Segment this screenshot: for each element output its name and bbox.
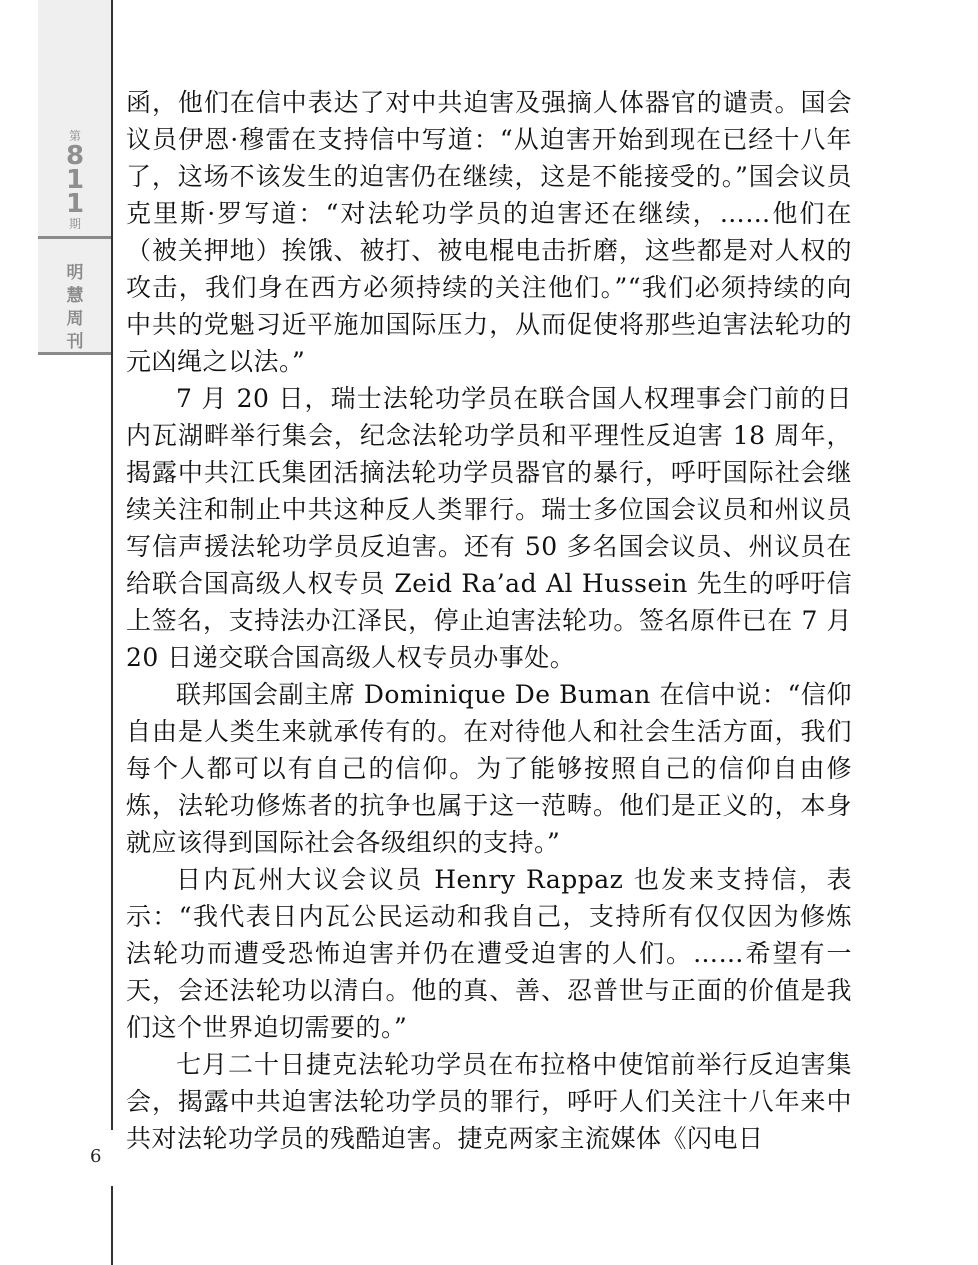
paragraph: 七月二十日捷克法轮功学员在布拉格中使馆前举行反迫害集会，揭露中共迫害法轮功学员的罪行，呼吁人们关注十八年来中共对法轮功学员的残酷迫害。捷克两家主流媒体《闪电日 (126, 1050, 852, 1153)
magazine-name (40, 262, 110, 354)
paragraph: 函，他们在信中表达了对中共迫害及强摘人体器官的谴责。国会议员伊恩·穆雷在支持信中写道：“从迫害开始到现在已经十八年了，这场不该发生的迫害仍在继续，这是不能接受的。”国会议员克里斯·罗写道：“对法轮功学员的迫害还在继续，……他们在（被关押地）挨饿、被打、被电棍电击折磨，这些都是对人权的攻击，我们身在西方必须持续的关注他们。”“我们必须持续的向中共的党魁习近平施加国际压力，从而促使将那些迫害法轮功的元凶绳之以法。” (126, 88, 852, 376)
issue-digit: 1 (65, 189, 85, 219)
issue-number (40, 128, 110, 232)
magazine-char: 周 (66, 309, 84, 329)
margin-rule (111, 0, 113, 1130)
sidebar-divider (38, 236, 112, 239)
paragraph: 联邦国会副主席 Dominique De Buman 在信中说：“信仰自由是人类生来就承传有的。在对待他人和社会生活方面，我们每个人都可以有自己的信仰。为了能够按照自己的信仰自由修炼，法轮功修炼者的抗争也属于这一范畴。他们是正义的，本身就应该得到国际社会各级组织的支持。” (126, 680, 852, 857)
issue-digit: 8 (65, 141, 85, 171)
issue-prefix: 第 (68, 129, 81, 143)
margin-rule (111, 1186, 113, 1265)
issue-suffix: 期 (68, 217, 81, 231)
paragraph: 日内瓦州大议会议员 Henry Rappaz 也发来支持信，表示：“我代表日内瓦公民运动和我自己，支持所有仅仅因为修炼法轮功而遭受恐怖迫害并仍在遭受迫害的人们。……希望有一天，会还法轮功以清白。他的真、善、忍普世与正面的价值是我们这个世界迫切需要的。” (126, 865, 852, 1042)
magazine-char: 慧 (66, 286, 84, 306)
magazine-char: 刊 (66, 332, 84, 352)
article-body (126, 84, 852, 1157)
magazine-char: 明 (66, 263, 84, 283)
issue-digit: 1 (65, 165, 85, 195)
page-number: 6 (90, 1146, 102, 1167)
paragraph: 7 月 20 日，瑞士法轮功学员在联合国人权理事会门前的日内瓦湖畔举行集会，纪念法轮功学员和平理性反迫害 18 周年，揭露中共江氏集团活摘法轮功学员器官的暴行，呼吁国际社会继续关注和制止中共这种反人类罪行。瑞士多位国会议员和州议员写信声援法轮功学员反迫害。还有 50 多名国会议员、州议员在给联合国高级人权专员 Zeid Ra’ad Al Hussein 先生的呼吁信上签名，支持法办江泽民，停止迫害法轮功。签名原件已在 7 月 20 日递交联合国高级人权专员办事处。 (126, 384, 852, 672)
